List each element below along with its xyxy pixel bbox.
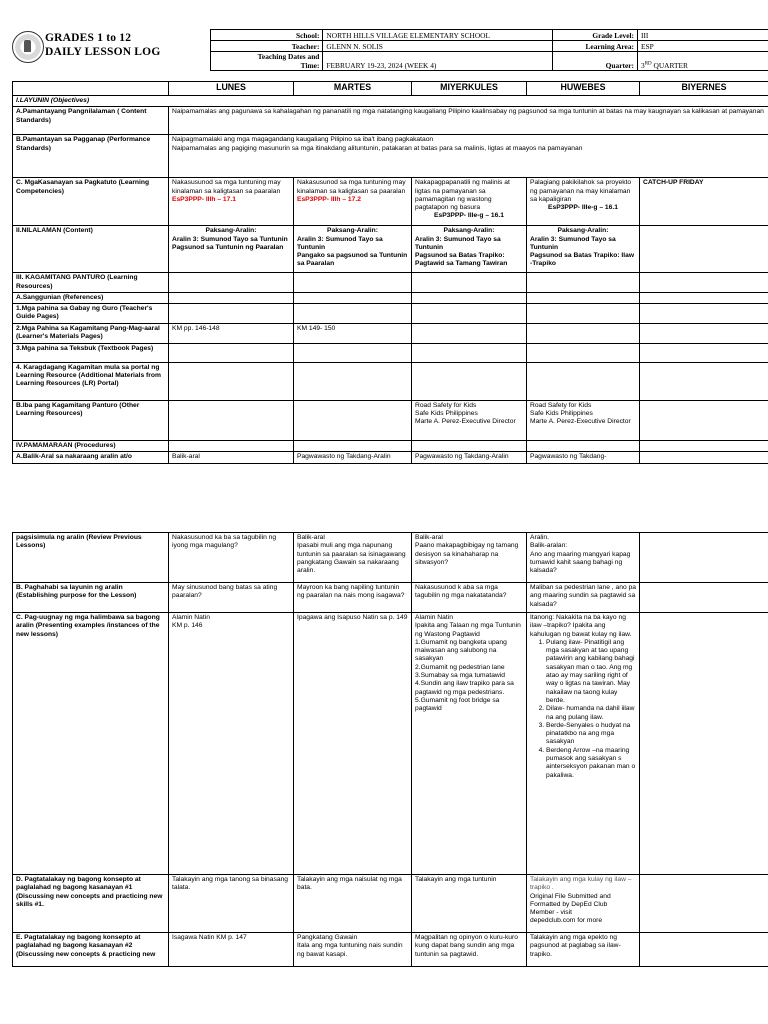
content-label: II.NILALAMAN (Content) <box>13 226 169 273</box>
list-item: 1. Pulang ilaw- Pinatitigil ang mga sasakyan at tao upang patawirin ang kabilang bahagi sasakyan man o tao. Ang mg atao ay may sariling right of way o ligtas na tawiran. May nakailaw na taong kulay berde. <box>546 639 636 705</box>
examples-label: C. Pag-uugnay ng mga halimbawa sa bagong aralin (Presenting examples /instances of the new lessons) <box>13 613 169 875</box>
topic-title: Pagsunod sa Batas Trapiko: Ilaw -Trapiko <box>530 252 635 268</box>
procedures-label: IV.PAMAMARAAN (Procedures) <box>13 440 169 451</box>
examples-thu <box>527 613 640 875</box>
topic-title: Pangako sa pagsunod sa Tuntunin sa Paaralan <box>297 252 408 268</box>
competency-code: EsP3PPP- IIIh – 17.1 <box>172 195 236 203</box>
other-resources-wed <box>412 400 527 440</box>
list-item: 2. Dilaw- humanda na dahil iilaw na ang pulang ilaw. <box>546 705 636 722</box>
review-thu: Pagwawasto ng Takdang- <box>527 452 640 464</box>
cell-empty <box>527 292 640 303</box>
cell-empty <box>640 362 768 400</box>
performance-line2: Naipamamalas ang pagiging masunurin sa mga itinakdang alituntunin, patakaran at batas para sa malinis, ligtas at maayos na pamayanan <box>172 144 583 152</box>
resource-line: Road Safety for Kids <box>530 401 592 409</box>
table-row <box>13 323 768 343</box>
rule-item: 3.Sumabay sa mga tumatawid <box>415 672 505 680</box>
cell-empty <box>640 304 768 324</box>
competency-thu <box>527 178 640 226</box>
dates-label-line2: Time: <box>300 61 320 70</box>
examples-line: KM p. 146 <box>172 622 203 630</box>
cell-empty <box>412 304 527 324</box>
competency-code: EsP3PPP- IIIh – 17.2 <box>297 195 361 203</box>
cell-empty <box>527 440 640 451</box>
competency-wed <box>412 178 527 226</box>
table-row <box>13 304 768 324</box>
cell-empty <box>169 273 294 293</box>
topic-lesson: Aralin 3: Sumunod Tayo sa Tuntunin <box>297 235 383 251</box>
review-wed: Pagwawasto ng Takdang-Aralin <box>412 452 527 464</box>
table-row <box>13 135 768 178</box>
cell-empty <box>412 323 527 343</box>
cell-empty <box>412 343 527 362</box>
discussion1-label: D. Pagtatalakay ng bagong konsepto at paglalahad ng bagong kasanayan #1 (Discussing new concepts and practicing new skills #1. <box>13 875 169 933</box>
table-row <box>13 362 768 400</box>
review-line: Balik-aralan: <box>530 542 568 550</box>
cell-empty <box>640 452 768 464</box>
review-mon: Balik-aral <box>169 452 294 464</box>
performance-line1: Naipagmamalaki ang mga magagandang kaugaliang Pilipino sa iba't ibang pagkakataon <box>172 136 434 144</box>
cell-empty <box>294 343 412 362</box>
discussion2-tue <box>294 933 412 967</box>
grade-value: III <box>638 30 768 41</box>
discussion2-label: E. Pagtatalakay ng bagong konsepto at paglalahad ng bagong kasanayan #2 (Discussing new concepts & practicing new <box>13 933 169 967</box>
document-brand <box>45 31 160 59</box>
resource-line: Marte A. Perez-Executive Director <box>530 418 631 426</box>
cell-empty <box>527 273 640 293</box>
review-tue-cont <box>294 533 412 583</box>
cell-empty <box>640 273 768 293</box>
topic-lesson: Aralin 3: Sumunod Tayo sa Tuntunin <box>530 235 616 251</box>
review-line: Aralin. <box>530 534 549 541</box>
other-resources-thu <box>527 400 640 440</box>
list-item: 3. Berde-Senyales o hudyat na pinatatkbo na ang mga sasakyan <box>546 722 636 747</box>
rule-item: 5.Gumamit ng foot bridge sa pagtawid <box>415 696 500 713</box>
table-row <box>13 273 768 293</box>
content-tue <box>294 226 412 273</box>
brand-grades: GRADES 1 to 12 <box>45 32 132 44</box>
cell-empty <box>640 933 768 967</box>
topic-heading: Paksang-Aralin: <box>443 227 495 235</box>
topic-lesson: Aralin 3: Sumunod Tayo sa Tuntunin <box>415 235 501 251</box>
table-row <box>13 96 768 107</box>
day-thursday: HUWEBES <box>527 82 640 96</box>
cell-empty <box>412 362 527 400</box>
table-row <box>13 343 768 362</box>
topic-heading: Paksang-Aralin: <box>205 227 257 235</box>
resource-line: Road Safety for Kids <box>415 401 477 409</box>
blank-header <box>13 82 169 96</box>
rule-item: 4.Sundin ang ilaw trapiko para sa <box>415 680 514 688</box>
competency-mon <box>169 178 294 226</box>
source-note-line: Member - visit <box>530 909 572 917</box>
table-row <box>13 107 768 135</box>
page-one <box>0 0 768 484</box>
discussion1-mon: Talakayin ang mga tanong sa binasang talata. <box>169 875 294 933</box>
discussion1-wed: Talakayin ang mga tuntunin <box>412 875 527 933</box>
resource-line: Safe Kids Philippines <box>530 410 593 418</box>
cell-empty <box>412 292 527 303</box>
discussion2-heading: Pangkatang Gawain <box>297 934 358 941</box>
page-gap <box>0 484 768 527</box>
cell-empty <box>294 292 412 303</box>
review-label-cont: pagsisimula ng aralin (Review Previous Lessons) <box>13 533 169 583</box>
discussion2-thu: Talakayin ang mga epekto ng pagsunod at paglabag sa ilaw-trapiko. <box>527 933 640 967</box>
cell-empty <box>412 440 527 451</box>
dates-label-line1: Teaching Dates and <box>257 52 320 61</box>
dates-value: FEBRUARY 19-23, 2024 (WEEK 4) <box>323 52 552 71</box>
day-header-row <box>13 82 768 96</box>
cell-empty <box>294 304 412 324</box>
cell-empty <box>169 304 294 324</box>
cell-empty <box>169 362 294 400</box>
lesson-table-page2 <box>12 532 768 967</box>
competencies-label: C. MgaKasanayan sa Pagkatuto (Learning Competencies) <box>13 178 169 226</box>
cell-empty <box>640 533 768 583</box>
list-item: 4. Berdeng Arrow –na maaring pumasok ang sasakyan s ainterseksyon pakanan man o pakaliwa. <box>546 747 636 780</box>
references-label: A.Sanggunian (References) <box>13 292 169 303</box>
competency-text: Nakapagpapanatili ng malinis at ligtas na pamayanan sa pamamagitan ng wastong pagtatapon ng basura <box>415 179 510 212</box>
content-wed <box>412 226 527 273</box>
cell-empty <box>169 343 294 362</box>
section-objectives <box>13 96 768 107</box>
textbook-label: 3.Mga pahina sa Teksbuk (Textbook Pages) <box>13 343 169 362</box>
content-mon <box>169 226 294 273</box>
cell-empty <box>169 292 294 303</box>
cell-empty <box>640 613 768 875</box>
purpose-tue: Mayroon ka bang napiling tuntunin ng paaralan na nais mong isagawa? <box>294 583 412 613</box>
traffic-light-list <box>530 639 636 780</box>
area-value: ESP <box>638 41 768 52</box>
source-note-line: Formatted by DepEd Club <box>530 900 608 908</box>
cell-empty <box>640 343 768 362</box>
competency-fri: CATCH-UP FRIDAY <box>640 178 768 226</box>
discussion1-thu <box>527 875 640 933</box>
purpose-label: B. Paghahabi sa layunin ng aralin (Establishing purpose for the Lesson) <box>13 583 169 613</box>
resource-line: Safe Kids Philippines <box>415 410 478 418</box>
competency-text: Palagiang pakikilahok sa proyekto ng pamayanan na may kinalaman sa kapaligiran <box>530 179 632 203</box>
cell-empty <box>294 362 412 400</box>
resources-label: III. KAGAMITANG PANTURO (Learning Resources) <box>13 273 169 293</box>
quarter-word: QUARTER <box>651 61 688 70</box>
purpose-mon: May sinusunod bang batas sa ating paaralan? <box>169 583 294 613</box>
cell-empty <box>294 400 412 440</box>
examples-tue: Ipagawa ang Isapuso Natin sa p. 149 <box>294 613 412 875</box>
quarter-label: Quarter: <box>552 52 637 71</box>
topic-lesson: Aralin 3: Sumunod Tayo sa Tuntunin <box>172 235 288 243</box>
discussion2-wed: Magpalitan ng opinyon o kuru-kuro kung dapat bang sundin ang mga tuntunin sa pagtawid. <box>412 933 527 967</box>
performance-standards-label: B.Pamantayan sa Pagganap (Performance Standards) <box>13 135 169 178</box>
content-fri <box>640 226 768 273</box>
teachers-guide-label: 1.Mga pahina sa Gabay ng Guro (Teacher's Guide Pages) <box>13 304 169 324</box>
table-row <box>13 533 768 583</box>
school-label: School: <box>211 30 323 41</box>
table-row <box>13 400 768 440</box>
deped-seal-icon <box>12 31 44 63</box>
day-tuesday: MARTES <box>294 82 412 96</box>
document-header <box>12 29 768 73</box>
rule-item: pagtawid ng mga pedestrians. <box>415 688 505 696</box>
info-table <box>210 29 768 71</box>
competency-text: Nakasusunod sa mga tuntuning may kinalaman sa kaligtasan sa paaralan <box>172 179 281 195</box>
table-row <box>13 452 768 464</box>
examples-wed <box>412 613 527 875</box>
discussion2-mon: Isagawa Natin KM p. 147 <box>169 933 294 967</box>
examples-line: Alamin Natin <box>415 614 453 621</box>
source-note-line: Original File Submitted and <box>530 892 611 900</box>
review-label: A.Balik-Aral sa nakaraang aralin at/o <box>13 452 169 464</box>
table-row <box>13 226 768 273</box>
table-row <box>13 933 768 967</box>
teacher-value: GLENN N. SOLIS <box>323 41 552 52</box>
learners-materials-mon: KM pp. 146-148 <box>169 323 294 343</box>
purpose-wed: Nakasusunod k aba sa mga tagubilin ng mga nakatatanda? <box>412 583 527 613</box>
dates-label <box>211 52 323 71</box>
cell-empty <box>640 440 768 451</box>
cell-empty <box>294 273 412 293</box>
quarter-value <box>638 52 768 71</box>
topic-heading: Paksang-Aralin: <box>557 227 609 235</box>
learners-materials-tue: KM 149- 150 <box>294 323 412 343</box>
review-heading: Balik-aral <box>415 534 443 541</box>
objectives-label: I.LAYUNIN (Objectives) <box>16 97 90 104</box>
content-thu <box>527 226 640 273</box>
day-wednesday: MIYERKULES <box>412 82 527 96</box>
review-text: Ipasabi muli ang mga napunang tuntunin sa paaralan sa isinagawang pangkatang Gawain sa nakaraang aralin. <box>297 542 406 575</box>
examples-question: Itanong: Nakakita na ba kayo ng ilaw –trapiko? Ipakita ang kahulugan ng bawat kulay ng ilaw. <box>530 614 632 638</box>
review-text: Paano makapagbibigay ng tamang desisyon sa kinahaharap na sitwasyon? <box>415 542 519 566</box>
cell-empty <box>640 400 768 440</box>
performance-standards-text <box>169 135 768 178</box>
topic-title: Pagsunod sa Tuntunin ng Paaralan <box>172 243 284 251</box>
review-line: Ano ang maaring mangyari kapag tumawid kahit saang bahagi ng kalsada? <box>530 550 631 575</box>
discussion1-tue: Talakayin ang mga naisulat ng mga bata. <box>294 875 412 933</box>
review-tue: Pagwawasto ng Takdang-Aralin <box>294 452 412 464</box>
table-row <box>13 292 768 303</box>
cell-empty <box>527 362 640 400</box>
quarter-suffix: RD <box>644 61 652 67</box>
discussion2-text: Itala ang mga tuntuning nais sundin ng bawat kasapi. <box>297 942 403 958</box>
cell-empty <box>527 323 640 343</box>
cell-empty <box>640 583 768 613</box>
review-thu-cont <box>527 533 640 583</box>
cell-empty <box>294 440 412 451</box>
examples-mon <box>169 613 294 875</box>
lesson-table-page1 <box>12 81 768 464</box>
grade-label: Grade Level: <box>552 30 637 41</box>
topic-heading: Paksang-Aralin: <box>327 227 378 235</box>
table-row <box>13 178 768 226</box>
competency-code: EsP3PPP- IIIe-g – 16.1 <box>548 204 618 212</box>
table-row <box>13 875 768 933</box>
cell-empty <box>640 323 768 343</box>
cell-empty <box>640 875 768 933</box>
cell-empty <box>412 273 527 293</box>
teacher-label: Teacher: <box>211 41 323 52</box>
cell-empty <box>169 440 294 451</box>
source-note-line: depedclub.com for more <box>530 917 603 925</box>
day-friday: BIYERNES <box>640 82 768 96</box>
competency-code: EsP3PPP- IIIe-g – 16.1 <box>434 212 504 220</box>
brand-title: DAILY LESSON LOG <box>45 46 161 58</box>
discussion1-text: Talakayin ang mga kulay ng ilaw –trapiko . <box>530 876 632 892</box>
cell-empty <box>169 400 294 440</box>
table-row <box>13 613 768 875</box>
rule-item: 1.Gumamit ng bangketa upang maiwasan ang salubong na sasakyan <box>415 638 507 663</box>
learners-materials-label: 2.Mga Pahina sa Kagamitang Pang-Mag-aaral (Learner's Materials Pages) <box>13 323 169 343</box>
lr-portal-label: 4. Karagdagang Kagamitan mula sa portal ng Learning Resource (Additional Materials from Learning Resources (LR) Portal) <box>13 362 169 400</box>
day-monday: LUNES <box>169 82 294 96</box>
school-value: NORTH HILLS VILLAGE ELEMENTARY SCHOOL <box>323 30 552 41</box>
examples-line: Ipakita ang Talaan ng mga Tuntunin ng Wastong Pagtawid <box>415 622 521 638</box>
cell-empty <box>527 304 640 324</box>
examples-line: Alamin Natin <box>172 614 210 621</box>
table-row <box>13 440 768 451</box>
content-standards-label: A.Pamantayang Pangnilalaman ( Content Standards) <box>13 107 169 135</box>
review-mon-cont: Nakasusunod ka ba sa tagubilin ng iyong mga magulang? <box>169 533 294 583</box>
purpose-thu: Maliban sa pedestrian lane , ano pa ang maaring sundin sa pagtawid sa kalsada? <box>527 583 640 613</box>
resource-line: Marte A. Perez-Executive Director <box>415 418 516 426</box>
review-heading: Balik-aral <box>297 534 325 541</box>
content-standards-text: Naipamamalas ang pagunawa sa kahalagahan ng pananatili ng mga natatanging kaugaliang Pilipino kaalinsabay ng pagsunod sa mga tuntunin at batas na may kaugnayan sa kalikasan at pamayanan <box>169 107 768 135</box>
topic-title: Pagsunod sa Batas Trapiko: Pagtawid sa Tamang Tawiran <box>415 252 508 268</box>
competency-tue <box>294 178 412 226</box>
page-two <box>0 527 768 1024</box>
cell-empty <box>527 343 640 362</box>
quarter-number: 3 <box>641 61 645 70</box>
review-wed-cont <box>412 533 527 583</box>
rule-item: 2.Gumamit ng pedestrian lane <box>415 663 505 671</box>
competency-text: Nakasusunod sa mga tuntuning may kinalaman sa kaligtasan sa paaralan <box>297 179 406 195</box>
other-resources-label: B.Iba pang Kagamitang Panturo (Other Learning Resources) <box>13 400 169 440</box>
table-row <box>13 583 768 613</box>
cell-empty <box>640 292 768 303</box>
area-label: Learning Area: <box>552 41 637 52</box>
